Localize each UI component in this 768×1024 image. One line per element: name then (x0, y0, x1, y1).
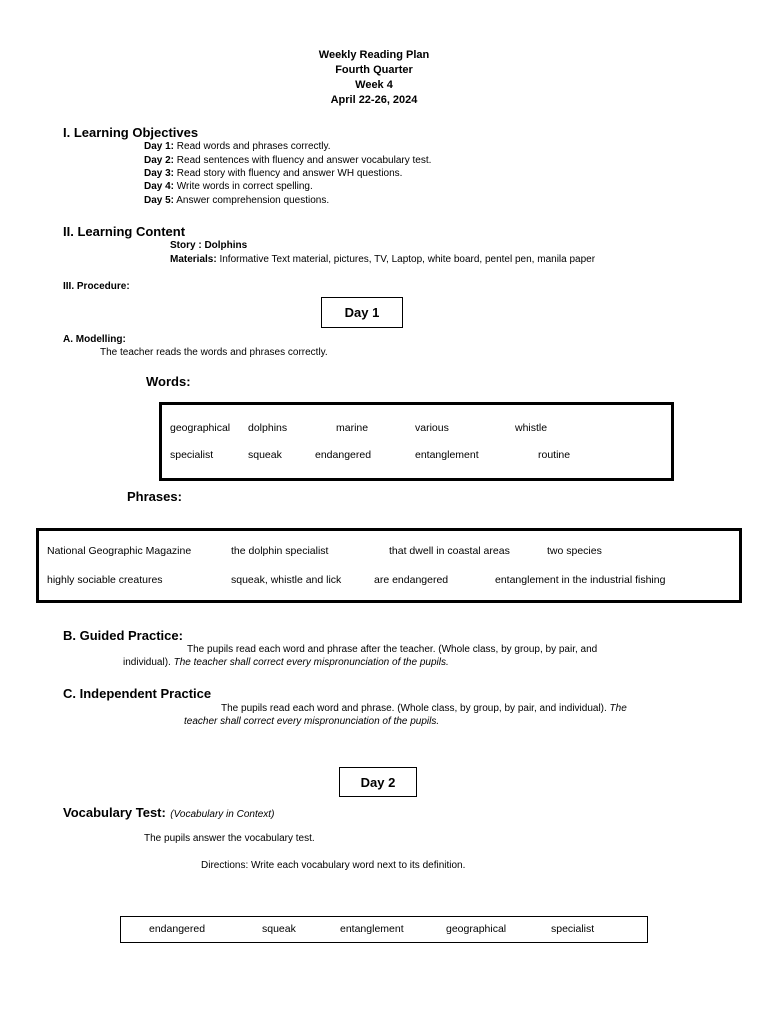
words-heading: Words: (146, 374, 191, 389)
vocab-word: squeak (262, 923, 296, 935)
word-item: dolphins (248, 422, 288, 434)
vocab-word: entanglement (340, 923, 404, 935)
vocab-heading: Vocabulary Test: (63, 805, 166, 820)
word-item: specialist (170, 449, 214, 461)
week-label: Week 4 (355, 79, 393, 91)
vocab-text: The pupils answer the vocabulary test. (144, 833, 315, 844)
word-item: marine (336, 422, 369, 434)
vocab-heading-line (63, 804, 274, 822)
procedure-heading: III. Procedure: (63, 281, 130, 292)
plan-title: Weekly Reading Plan (318, 49, 430, 61)
independent-heading: C. Independent Practice (63, 686, 212, 701)
vocab-word: geographical (446, 923, 507, 935)
vocab-subtitle: (Vocabulary in Context) (170, 809, 275, 820)
story-title: Story : Dolphins (170, 240, 248, 251)
guided-text-line2: individual). The teacher shall correct every mispronunciation of the pupils. (123, 657, 449, 668)
word-item: routine (538, 449, 571, 461)
word-item: endangered (315, 449, 372, 461)
content-heading: II. Learning Content (63, 224, 186, 239)
guided-text-line1: The pupils read each word and phrase after the teacher. (Whole class, by group, by pair, and (187, 644, 598, 655)
vocab-word: specialist (551, 923, 595, 935)
words-box (159, 402, 674, 481)
objective-day3: Day 3: Read story with fluency and answer WH questions. (144, 168, 403, 179)
vocab-word: endangered (149, 923, 206, 935)
materials-line: Materials: Informative Text material, pictures, TV, Laptop, white board, pentel pen, manila paper (170, 254, 596, 265)
objective-day2: Day 2: Read sentences with fluency and answer vocabulary test. (144, 155, 432, 166)
phrase-item: National Geographic Magazine (47, 545, 192, 557)
date-range: April 22-26, 2024 (330, 94, 418, 106)
independent-text-line2: teacher shall correct every mispronunciation of the pupils. (184, 716, 440, 727)
phrase-item: entanglement in the industrial fishing (495, 574, 666, 586)
quarter-label: Fourth Quarter (335, 64, 413, 76)
word-item: geographical (170, 422, 231, 434)
day1-box: Day 1 (321, 297, 403, 328)
phrase-item: squeak, whistle and lick (231, 574, 342, 586)
modelling-text: The teacher reads the words and phrases correctly. (100, 347, 328, 358)
phrase-item: two species (547, 545, 602, 557)
phrase-item: highly sociable creatures (47, 574, 163, 586)
independent-text-line1: The pupils read each word and phrase. (Whole class, by group, by pair, and individual). The (221, 703, 627, 714)
day2-box: Day 2 (339, 767, 417, 797)
phrase-item: the dolphin specialist (231, 545, 329, 557)
phrase-item: are endangered (374, 574, 449, 586)
phrases-heading: Phrases: (127, 489, 182, 504)
objective-day1: Day 1: Read words and phrases correctly. (144, 141, 331, 152)
phrases-box (36, 528, 742, 603)
phrase-item: that dwell in coastal areas (389, 545, 510, 557)
word-item: squeak (248, 449, 282, 461)
directions-text: Directions: Write each vocabulary word next to its definition. (201, 860, 466, 871)
guided-heading: B. Guided Practice: (63, 628, 183, 643)
objective-day5: Day 5: Answer comprehension questions. (144, 195, 330, 206)
objectives-heading: I. Learning Objectives (63, 125, 199, 140)
word-item: whistle (515, 422, 548, 434)
objective-day4: Day 4: Write words in correct spelling. (144, 181, 313, 192)
word-item: entanglement (415, 449, 479, 461)
modelling-heading: A. Modelling: (63, 334, 126, 345)
word-item: various (415, 422, 449, 434)
